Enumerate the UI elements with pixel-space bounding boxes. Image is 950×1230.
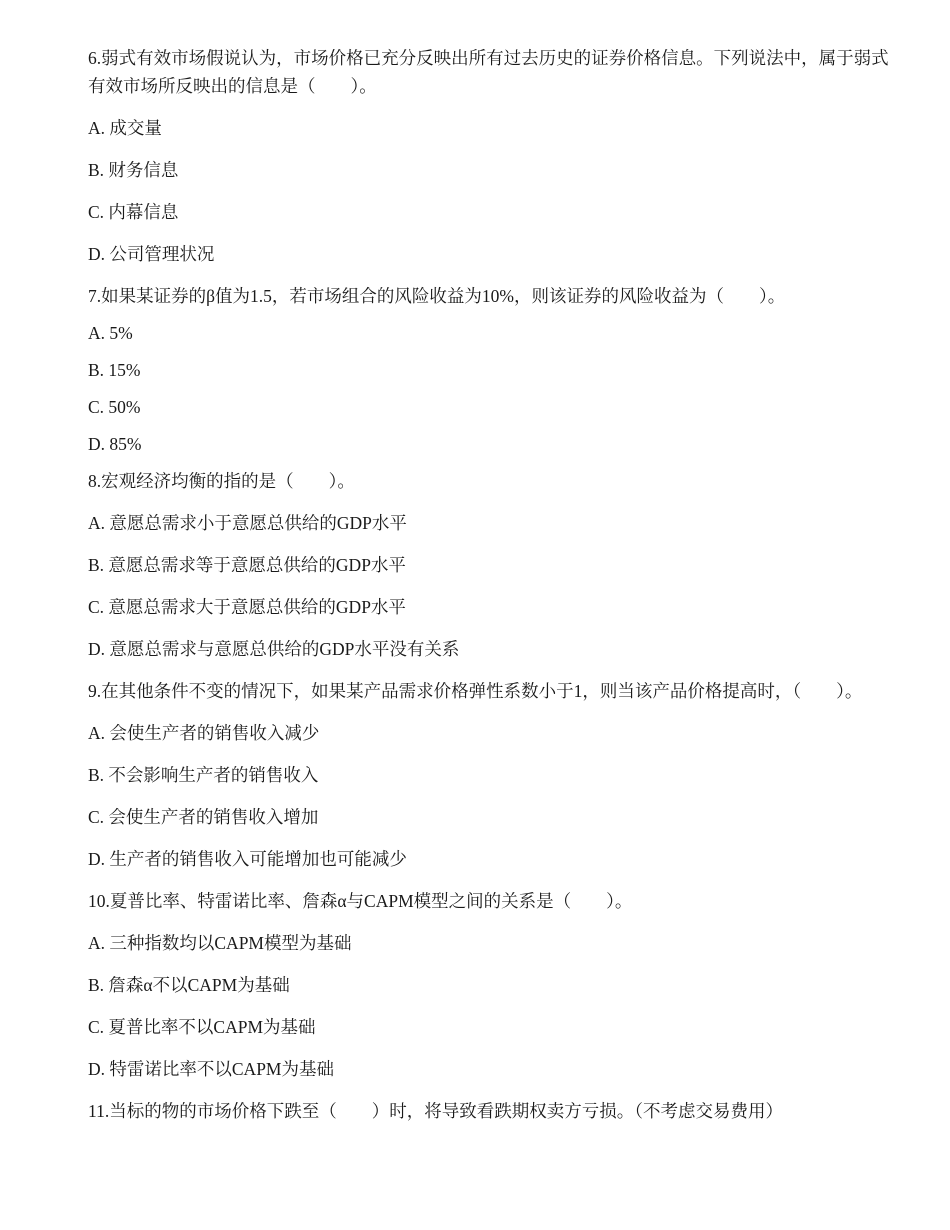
option-d: D. 85% xyxy=(88,434,142,454)
option-a: A. 成交量 xyxy=(88,118,162,138)
option-b: B. 财务信息 xyxy=(88,160,179,180)
option-b: B. 不会影响生产者的销售收入 xyxy=(88,765,319,785)
document-page xyxy=(88,44,906,1139)
question-11 xyxy=(88,1097,906,1125)
option-d: D. 意愿总需求与意愿总供给的GDP水平没有关系 xyxy=(88,639,460,659)
question-stem: 10.夏普比率、特雷诺比率、詹森α与CAPM模型之间的关系是（ ）。 xyxy=(88,891,633,911)
option-b: B. 15% xyxy=(88,360,141,380)
option-c: C. 夏普比率不以CAPM为基础 xyxy=(88,1017,316,1037)
question-10 xyxy=(88,887,906,1083)
option-d: D. 生产者的销售收入可能增加也可能减少 xyxy=(88,849,407,869)
question-stem: 8.宏观经济均衡的指的是（ ）。 xyxy=(88,471,355,491)
option-d: D. 公司管理状况 xyxy=(88,244,215,264)
question-stem: 6.弱式有效市场假说认为，市场价格已充分反映出所有过去历史的证券价格信息。下列说法中，属于弱式有效市场所反映出的信息是（ ）。 xyxy=(88,48,889,96)
question-stem: 11.当标的物的市场价格下跌至（ ）时，将导致看跌期权卖方亏损。（不考虑交易费用） xyxy=(88,1101,783,1121)
option-b: B. 詹森α不以CAPM为基础 xyxy=(88,975,290,995)
option-c: C. 会使生产者的销售收入增加 xyxy=(88,807,319,827)
question-7 xyxy=(88,282,906,458)
option-d: D. 特雷诺比率不以CAPM为基础 xyxy=(88,1059,334,1079)
question-9 xyxy=(88,677,906,873)
question-8 xyxy=(88,467,906,663)
option-c: C. 意愿总需求大于意愿总供给的GDP水平 xyxy=(88,597,406,617)
option-a: A. 三种指数均以CAPM模型为基础 xyxy=(88,933,352,953)
option-c: C. 50% xyxy=(88,397,141,417)
option-a: A. 5% xyxy=(88,323,133,343)
option-b: B. 意愿总需求等于意愿总供给的GDP水平 xyxy=(88,555,406,575)
option-c: C. 内幕信息 xyxy=(88,202,179,222)
option-a: A. 意愿总需求小于意愿总供给的GDP水平 xyxy=(88,513,407,533)
option-a: A. 会使生产者的销售收入减少 xyxy=(88,723,320,743)
question-stem: 9.在其他条件不变的情况下，如果某产品需求价格弹性系数小于1，则当该产品价格提高时，（ ）。 xyxy=(88,681,863,701)
question-6 xyxy=(88,44,906,268)
question-stem: 7.如果某证券的β值为1.5，若市场组合的风险收益为10%，则该证券的风险收益为（ ）。 xyxy=(88,286,786,306)
